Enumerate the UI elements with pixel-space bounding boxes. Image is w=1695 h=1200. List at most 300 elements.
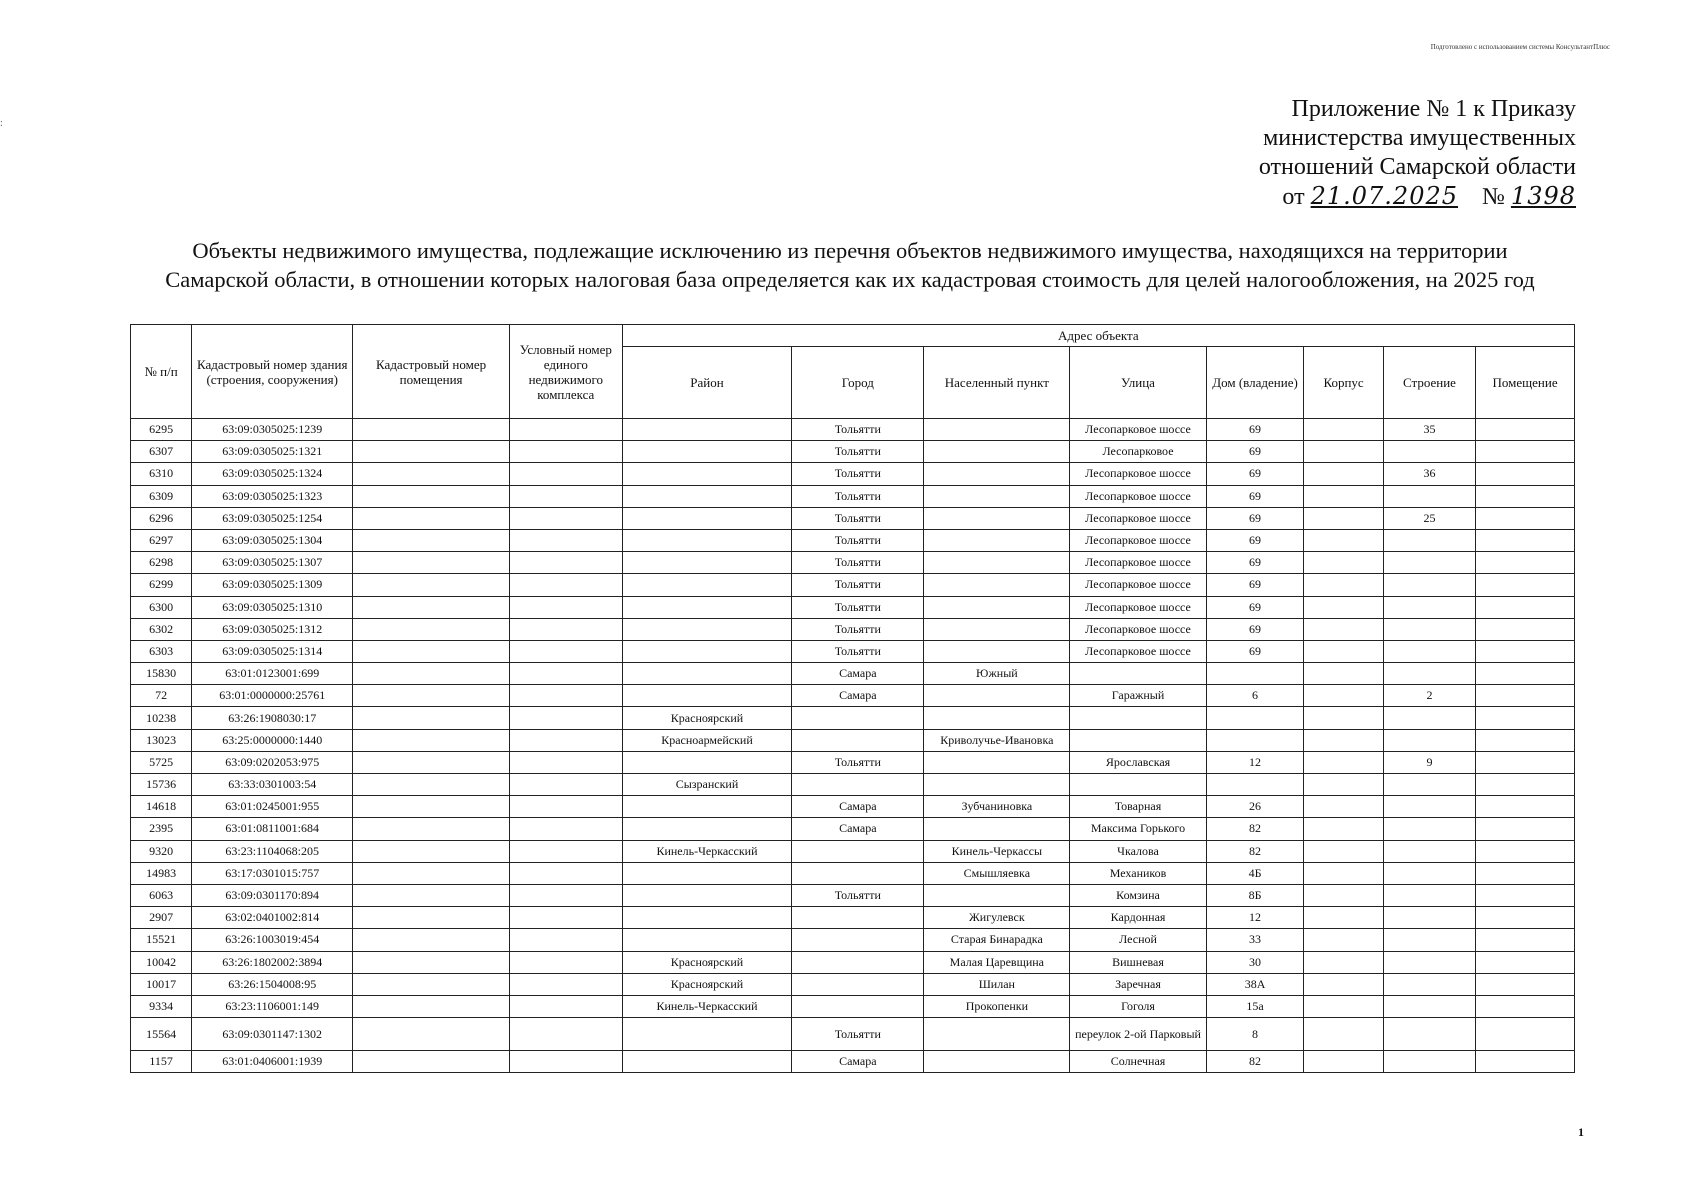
cell-num: 6310 — [131, 463, 192, 485]
cell-premise-cadastral — [353, 951, 510, 973]
cell-room — [1476, 640, 1575, 662]
cell-block — [1304, 485, 1383, 507]
cell-num: 15736 — [131, 774, 192, 796]
cell-block — [1304, 463, 1383, 485]
cell-district — [622, 529, 792, 551]
cell-settlement — [924, 463, 1070, 485]
cell-num: 6309 — [131, 485, 192, 507]
cell-city — [792, 840, 924, 862]
cell-settlement — [924, 552, 1070, 574]
cell-street: Максима Горького — [1070, 818, 1206, 840]
cell-settlement — [924, 751, 1070, 773]
cell-city — [792, 973, 924, 995]
cell-house: 15а — [1206, 995, 1304, 1017]
cell-structure — [1383, 929, 1475, 951]
cell-room — [1476, 729, 1575, 751]
cell-room — [1476, 685, 1575, 707]
cell-block — [1304, 574, 1383, 596]
cell-complex-number — [509, 1018, 622, 1051]
col-address-group: Адрес объекта — [622, 325, 1574, 347]
cell-num: 6296 — [131, 507, 192, 529]
appendix-block — [1259, 95, 1576, 212]
cell-settlement: Старая Бинарадка — [924, 929, 1070, 951]
cell-city — [792, 774, 924, 796]
cell-complex-number — [509, 729, 622, 751]
table-row — [131, 1018, 1575, 1051]
cell-room — [1476, 707, 1575, 729]
table-row — [131, 929, 1575, 951]
cell-room — [1476, 618, 1575, 640]
cell-num: 1157 — [131, 1051, 192, 1073]
cell-building-cadastral: 63:26:1003019:454 — [192, 929, 353, 951]
cell-room — [1476, 1051, 1575, 1073]
cell-street: Лесопарковое шоссе — [1070, 419, 1206, 441]
cell-city: Тольятти — [792, 640, 924, 662]
cell-house — [1206, 729, 1304, 751]
cell-city: Самара — [792, 796, 924, 818]
cell-building-cadastral: 63:09:0305025:1307 — [192, 552, 353, 574]
table-row — [131, 507, 1575, 529]
cell-complex-number — [509, 707, 622, 729]
cell-street: Чкалова — [1070, 840, 1206, 862]
cell-premise-cadastral — [353, 995, 510, 1017]
cell-premise-cadastral — [353, 796, 510, 818]
property-table — [130, 324, 1575, 1073]
cell-structure — [1383, 907, 1475, 929]
cell-block — [1304, 618, 1383, 640]
cell-district — [622, 685, 792, 707]
cell-structure: 2 — [1383, 685, 1475, 707]
cell-house: 12 — [1206, 751, 1304, 773]
cell-settlement — [924, 707, 1070, 729]
appendix-date-line — [1259, 182, 1576, 212]
cell-room — [1476, 507, 1575, 529]
cell-district: Кинель-Черкасский — [622, 995, 792, 1017]
cell-num: 6297 — [131, 529, 192, 551]
cell-street: Лесопарковое шоссе — [1070, 574, 1206, 596]
table-row — [131, 419, 1575, 441]
cell-room — [1476, 929, 1575, 951]
cell-city — [792, 729, 924, 751]
table-row — [131, 751, 1575, 773]
cell-building-cadastral: 63:01:0123001:699 — [192, 663, 353, 685]
cell-num: 6303 — [131, 640, 192, 662]
cell-complex-number — [509, 618, 622, 640]
cell-city — [792, 951, 924, 973]
table-row — [131, 685, 1575, 707]
cell-building-cadastral: 63:26:1504008:95 — [192, 973, 353, 995]
cell-complex-number — [509, 1051, 622, 1073]
cell-premise-cadastral — [353, 663, 510, 685]
cell-settlement: Кинель-Черкассы — [924, 840, 1070, 862]
cell-room — [1476, 441, 1575, 463]
cell-structure — [1383, 729, 1475, 751]
cell-structure — [1383, 951, 1475, 973]
cell-complex-number — [509, 596, 622, 618]
cell-structure — [1383, 574, 1475, 596]
cell-building-cadastral: 63:17:0301015:757 — [192, 862, 353, 884]
cell-complex-number — [509, 907, 622, 929]
cell-room — [1476, 951, 1575, 973]
table-row — [131, 529, 1575, 551]
cell-street: переулок 2-ой Парковый — [1070, 1018, 1206, 1051]
cell-city: Тольятти — [792, 618, 924, 640]
cell-premise-cadastral — [353, 884, 510, 906]
order-date: 21.07.2025 — [1310, 182, 1459, 210]
page-number: 1 — [1578, 1125, 1584, 1139]
cell-house: 12 — [1206, 907, 1304, 929]
cell-block — [1304, 663, 1383, 685]
cell-premise-cadastral — [353, 729, 510, 751]
cell-block — [1304, 796, 1383, 818]
cell-block — [1304, 507, 1383, 529]
cell-building-cadastral: 63:01:0245001:955 — [192, 796, 353, 818]
cell-num: 72 — [131, 685, 192, 707]
cell-street: Лесопарковое шоссе — [1070, 463, 1206, 485]
cell-room — [1476, 862, 1575, 884]
cell-structure — [1383, 862, 1475, 884]
table-row — [131, 862, 1575, 884]
cell-structure — [1383, 884, 1475, 906]
table-row — [131, 640, 1575, 662]
col-premise-cadastral: Кадастровый номер помещения — [353, 325, 510, 419]
cell-city: Самара — [792, 1051, 924, 1073]
cell-structure — [1383, 441, 1475, 463]
cell-district: Красноярский — [622, 707, 792, 729]
cell-premise-cadastral — [353, 862, 510, 884]
cell-block — [1304, 884, 1383, 906]
cell-building-cadastral: 63:33:0301003:54 — [192, 774, 353, 796]
cell-building-cadastral: 63:09:0305025:1321 — [192, 441, 353, 463]
cell-num: 5725 — [131, 751, 192, 773]
cell-city: Тольятти — [792, 507, 924, 529]
cell-room — [1476, 840, 1575, 862]
cell-street: Лесной — [1070, 929, 1206, 951]
cell-district — [622, 751, 792, 773]
cell-house: 69 — [1206, 507, 1304, 529]
cell-block — [1304, 640, 1383, 662]
cell-structure — [1383, 552, 1475, 574]
cell-block — [1304, 1051, 1383, 1073]
cell-district — [622, 929, 792, 951]
cell-room — [1476, 818, 1575, 840]
cell-district — [622, 552, 792, 574]
cell-num: 6300 — [131, 596, 192, 618]
cell-house: 33 — [1206, 929, 1304, 951]
cell-city: Тольятти — [792, 485, 924, 507]
cell-premise-cadastral — [353, 840, 510, 862]
cell-premise-cadastral — [353, 685, 510, 707]
cell-structure: 9 — [1383, 751, 1475, 773]
cell-street: Лесопарковое шоссе — [1070, 485, 1206, 507]
cell-block — [1304, 751, 1383, 773]
cell-building-cadastral: 63:01:0000000:25761 — [192, 685, 353, 707]
cell-city — [792, 907, 924, 929]
cell-settlement: Криволучье-Ивановка — [924, 729, 1070, 751]
cell-premise-cadastral — [353, 818, 510, 840]
cell-settlement: Прокопенки — [924, 995, 1070, 1017]
cell-street: Ярославская — [1070, 751, 1206, 773]
cell-city: Тольятти — [792, 751, 924, 773]
cell-street: Лесопарковое шоссе — [1070, 640, 1206, 662]
table-row — [131, 618, 1575, 640]
cell-complex-number — [509, 929, 622, 951]
cell-street: Лесопарковое — [1070, 441, 1206, 463]
cell-complex-number — [509, 862, 622, 884]
table-row — [131, 774, 1575, 796]
cell-premise-cadastral — [353, 973, 510, 995]
cell-premise-cadastral — [353, 596, 510, 618]
cell-house: 82 — [1206, 1051, 1304, 1073]
cell-structure — [1383, 1051, 1475, 1073]
table-row — [131, 463, 1575, 485]
table-row — [131, 729, 1575, 751]
cell-street: Лесопарковое шоссе — [1070, 529, 1206, 551]
cell-city: Самара — [792, 663, 924, 685]
cell-street: Вишневая — [1070, 951, 1206, 973]
cell-building-cadastral: 63:09:0305025:1323 — [192, 485, 353, 507]
cell-house — [1206, 774, 1304, 796]
cell-city: Тольятти — [792, 552, 924, 574]
cell-settlement: Жигулевск — [924, 907, 1070, 929]
cell-house: 38А — [1206, 973, 1304, 995]
cell-street: Механиков — [1070, 862, 1206, 884]
cell-complex-number — [509, 663, 622, 685]
table-row — [131, 663, 1575, 685]
cell-building-cadastral: 63:09:0305025:1254 — [192, 507, 353, 529]
cell-room — [1476, 973, 1575, 995]
cell-building-cadastral: 63:09:0305025:1310 — [192, 596, 353, 618]
cell-street: Заречная — [1070, 973, 1206, 995]
cell-structure: 35 — [1383, 419, 1475, 441]
cell-num: 14618 — [131, 796, 192, 818]
cell-city: Тольятти — [792, 441, 924, 463]
cell-district — [622, 463, 792, 485]
col-street: Улица — [1070, 347, 1206, 419]
table-row — [131, 574, 1575, 596]
cell-street: Товарная — [1070, 796, 1206, 818]
cell-complex-number — [509, 685, 622, 707]
col-city: Город — [792, 347, 924, 419]
cell-district — [622, 907, 792, 929]
cell-city — [792, 995, 924, 1017]
cell-room — [1476, 485, 1575, 507]
cell-settlement — [924, 618, 1070, 640]
cell-num: 10017 — [131, 973, 192, 995]
cell-building-cadastral: 63:26:1908030:17 — [192, 707, 353, 729]
cell-structure — [1383, 818, 1475, 840]
cell-house: 69 — [1206, 419, 1304, 441]
cell-premise-cadastral — [353, 485, 510, 507]
col-num: № п/п — [131, 325, 192, 419]
table-row — [131, 995, 1575, 1017]
cell-premise-cadastral — [353, 640, 510, 662]
cell-settlement — [924, 884, 1070, 906]
cell-complex-number — [509, 529, 622, 551]
cell-num: 14983 — [131, 862, 192, 884]
cell-city: Тольятти — [792, 529, 924, 551]
cell-street: Гоголя — [1070, 995, 1206, 1017]
cell-district: Красноярский — [622, 973, 792, 995]
cell-district — [622, 818, 792, 840]
cell-house: 69 — [1206, 618, 1304, 640]
cell-premise-cadastral — [353, 463, 510, 485]
scan-edge-mark: : — [0, 118, 3, 129]
cell-complex-number — [509, 884, 622, 906]
cell-settlement: Южный — [924, 663, 1070, 685]
cell-complex-number — [509, 574, 622, 596]
cell-district: Кинель-Черкасский — [622, 840, 792, 862]
cell-complex-number — [509, 507, 622, 529]
cell-structure: 36 — [1383, 463, 1475, 485]
cell-block — [1304, 596, 1383, 618]
col-room: Помещение — [1476, 347, 1575, 419]
cell-num: 6299 — [131, 574, 192, 596]
cell-city: Тольятти — [792, 884, 924, 906]
cell-settlement — [924, 640, 1070, 662]
cell-structure — [1383, 640, 1475, 662]
col-house: Дом (владение) — [1206, 347, 1304, 419]
cell-district — [622, 1018, 792, 1051]
cell-building-cadastral: 63:25:0000000:1440 — [192, 729, 353, 751]
document-title: Объекты недвижимого имущества, подлежащие исключению из перечня объектов недвижимого имущества, находящихся на территории Самарской области, в отношении которых налоговая база определяется как их кадастровая стоимость для целей налогообложения, на 2025 год — [165, 238, 1535, 292]
cell-premise-cadastral — [353, 751, 510, 773]
cell-premise-cadastral — [353, 441, 510, 463]
col-complex-number: Условный номер единого недвижимого комплекса — [509, 325, 622, 419]
cell-house: 82 — [1206, 840, 1304, 862]
cell-building-cadastral: 63:09:0305025:1304 — [192, 529, 353, 551]
cell-settlement: Зубчаниновка — [924, 796, 1070, 818]
cell-house: 69 — [1206, 640, 1304, 662]
cell-structure — [1383, 596, 1475, 618]
cell-block — [1304, 685, 1383, 707]
cell-district — [622, 884, 792, 906]
cell-city — [792, 707, 924, 729]
table-row — [131, 1051, 1575, 1073]
consultant-plus-note: Подготовлено с использованием системы КонсультантПлюс — [1430, 43, 1610, 51]
cell-structure — [1383, 707, 1475, 729]
cell-structure: 25 — [1383, 507, 1475, 529]
date-prefix: от — [1282, 184, 1305, 210]
cell-num: 6302 — [131, 618, 192, 640]
cell-structure — [1383, 840, 1475, 862]
cell-block — [1304, 951, 1383, 973]
cell-street: Лесопарковое шоссе — [1070, 507, 1206, 529]
cell-block — [1304, 929, 1383, 951]
cell-block — [1304, 818, 1383, 840]
cell-complex-number — [509, 441, 622, 463]
cell-premise-cadastral — [353, 707, 510, 729]
cell-room — [1476, 663, 1575, 685]
cell-street: Лесопарковое шоссе — [1070, 552, 1206, 574]
cell-num: 10042 — [131, 951, 192, 973]
cell-settlement — [924, 818, 1070, 840]
cell-city: Самара — [792, 685, 924, 707]
cell-premise-cadastral — [353, 774, 510, 796]
cell-city: Тольятти — [792, 1018, 924, 1051]
cell-structure — [1383, 618, 1475, 640]
cell-complex-number — [509, 973, 622, 995]
cell-block — [1304, 907, 1383, 929]
cell-city: Самара — [792, 818, 924, 840]
cell-district — [622, 618, 792, 640]
cell-complex-number — [509, 840, 622, 862]
cell-room — [1476, 907, 1575, 929]
col-building-cadastral: Кадастровый номер здания (строения, сооружения) — [192, 325, 353, 419]
cell-house: 69 — [1206, 529, 1304, 551]
cell-building-cadastral: 63:09:0305025:1239 — [192, 419, 353, 441]
cell-district: Сызранский — [622, 774, 792, 796]
cell-city: Тольятти — [792, 463, 924, 485]
cell-building-cadastral: 63:26:1802002:3894 — [192, 951, 353, 973]
appendix-line-1: Приложение № 1 к Приказу — [1291, 96, 1576, 122]
cell-premise-cadastral — [353, 552, 510, 574]
cell-structure — [1383, 774, 1475, 796]
cell-premise-cadastral — [353, 1018, 510, 1051]
cell-city: Тольятти — [792, 574, 924, 596]
cell-block — [1304, 774, 1383, 796]
cell-structure — [1383, 973, 1475, 995]
cell-building-cadastral: 63:09:0305025:1314 — [192, 640, 353, 662]
cell-structure — [1383, 1018, 1475, 1051]
table-row — [131, 707, 1575, 729]
cell-house: 69 — [1206, 574, 1304, 596]
cell-settlement — [924, 685, 1070, 707]
cell-structure — [1383, 485, 1475, 507]
cell-building-cadastral: 63:23:1104068:205 — [192, 840, 353, 862]
cell-block — [1304, 419, 1383, 441]
cell-settlement — [924, 1018, 1070, 1051]
cell-house: 30 — [1206, 951, 1304, 973]
table-body — [131, 419, 1575, 1073]
table-row — [131, 596, 1575, 618]
cell-street: Гаражный — [1070, 685, 1206, 707]
cell-settlement — [924, 1051, 1070, 1073]
cell-building-cadastral: 63:09:0305025:1309 — [192, 574, 353, 596]
cell-street — [1070, 729, 1206, 751]
cell-street: Лесопарковое шоссе — [1070, 596, 1206, 618]
cell-room — [1476, 529, 1575, 551]
cell-building-cadastral: 63:09:0305025:1324 — [192, 463, 353, 485]
table-row — [131, 907, 1575, 929]
order-number: 1398 — [1510, 182, 1576, 210]
cell-city: Тольятти — [792, 596, 924, 618]
cell-num: 6307 — [131, 441, 192, 463]
cell-premise-cadastral — [353, 929, 510, 951]
cell-house: 69 — [1206, 441, 1304, 463]
cell-house — [1206, 707, 1304, 729]
cell-building-cadastral: 63:09:0301170:894 — [192, 884, 353, 906]
cell-num: 6298 — [131, 552, 192, 574]
cell-street: Комзина — [1070, 884, 1206, 906]
cell-block — [1304, 707, 1383, 729]
cell-street: Солнечная — [1070, 1051, 1206, 1073]
cell-block — [1304, 995, 1383, 1017]
cell-building-cadastral: 63:01:0811001:684 — [192, 818, 353, 840]
cell-settlement — [924, 596, 1070, 618]
cell-room — [1476, 774, 1575, 796]
cell-room — [1476, 596, 1575, 618]
cell-premise-cadastral — [353, 618, 510, 640]
cell-district — [622, 485, 792, 507]
cell-house: 69 — [1206, 596, 1304, 618]
cell-house: 6 — [1206, 685, 1304, 707]
cell-house: 8 — [1206, 1018, 1304, 1051]
cell-settlement — [924, 529, 1070, 551]
cell-num: 15830 — [131, 663, 192, 685]
cell-structure — [1383, 995, 1475, 1017]
cell-district: Красноармейский — [622, 729, 792, 751]
